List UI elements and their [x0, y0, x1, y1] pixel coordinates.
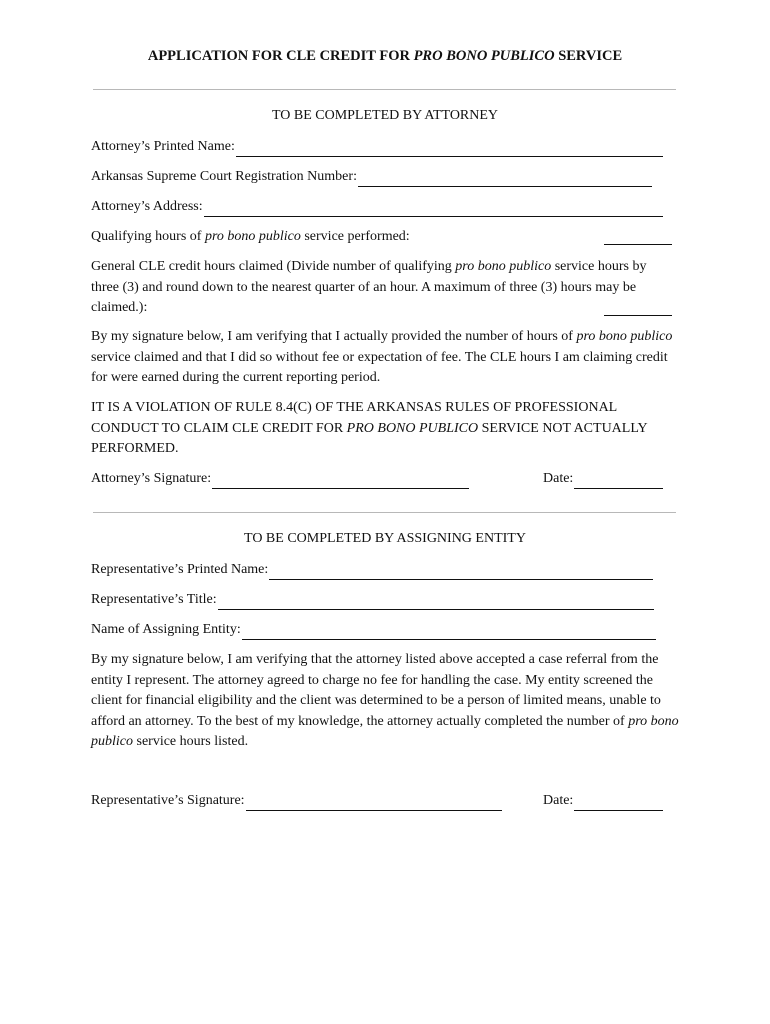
attorney-signature-label: Attorney’s Signature: — [91, 471, 212, 486]
rep-printed-name-field[interactable] — [269, 565, 653, 580]
rep-date-label: Date: — [543, 793, 574, 808]
divider-top — [93, 89, 676, 90]
attorney-printed-name-row — [91, 137, 663, 157]
attorney-date-row — [543, 469, 663, 489]
attorney-section-heading: TO BE COMPLETED BY ATTORNEY — [271, 108, 499, 123]
attorney-printed-name-label: Attorney’s Printed Name: — [91, 139, 235, 154]
rep-printed-name-label: Representative’s Printed Name: — [91, 562, 269, 577]
attorney-date-field[interactable] — [574, 474, 663, 489]
rep-title-row — [91, 590, 654, 610]
attorney-address-row — [91, 197, 663, 217]
rep-date-row — [543, 791, 663, 811]
entity-name-field[interactable] — [242, 625, 656, 640]
rep-date-field[interactable] — [574, 796, 663, 811]
registration-number-row — [91, 167, 652, 187]
registration-number-field[interactable] — [358, 172, 652, 187]
qualifying-hours-label: Qualifying hours of pro bono publico service performed: — [91, 229, 410, 244]
general-cle-hours-field[interactable] — [604, 301, 672, 316]
entity-name-row — [91, 620, 656, 640]
attorney-address-field[interactable] — [204, 202, 663, 217]
rep-signature-field[interactable] — [246, 796, 502, 811]
attorney-verification-text: By my signature below, I am verifying that I actually provided the number of hours of pro bono publico service claimed and that I did so without fee or expectation of fee. The CLE hours I am claiming credit for were earned during the current reporting period. — [91, 329, 673, 385]
attorney-printed-name-field[interactable] — [236, 142, 663, 157]
entity-section-heading: TO BE COMPLETED BY ASSIGNING ENTITY — [244, 531, 526, 546]
rep-title-label: Representative’s Title: — [91, 592, 217, 607]
attorney-signature-field[interactable] — [212, 474, 469, 489]
divider-middle — [93, 512, 676, 513]
rep-signature-row — [91, 791, 502, 811]
rep-title-field[interactable] — [218, 595, 654, 610]
registration-number-label: Arkansas Supreme Court Registration Number: — [91, 169, 357, 184]
rep-printed-name-row — [91, 560, 653, 580]
attorney-signature-row — [91, 469, 469, 489]
qualifying-hours-row — [91, 227, 410, 247]
attorney-date-label: Date: — [543, 471, 574, 486]
entity-verification-text: By my signature below, I am verifying that the attorney listed above accepted a case referral from the entity I represent. The attorney agreed to charge no fee for handling the case. My entity screened the client for financial eligibility and the client was determined to be a person of limited means, unable to afford an attorney. To the best of my knowledge, the attorney actually completed the number of pro bono publico service hours listed. — [91, 652, 679, 749]
entity-name-label: Name of Assigning Entity: — [91, 622, 241, 637]
qualifying-hours-field[interactable] — [604, 230, 672, 245]
rep-signature-label: Representative’s Signature: — [91, 793, 245, 808]
form-title: APPLICATION FOR CLE CREDIT FOR PRO BONO PUBLICO SERVICE — [147, 48, 623, 64]
violation-warning-text: IT IS A VIOLATION OF RULE 8.4(C) OF THE ARKANSAS RULES OF PROFESSIONAL CONDUCT TO CLAIM CLE CREDIT FOR PRO BONO PUBLICO SERVICE NOT ACTUALLY PERFORMED. — [91, 400, 648, 456]
general-cle-hours-text: General CLE credit hours claimed (Divide number of qualifying pro bono publico service hours by three (3) and round down to the nearest quarter of an hour. A maximum of three (3) hours may be claimed.): — [91, 259, 647, 315]
attorney-address-label: Attorney’s Address: — [91, 199, 203, 214]
